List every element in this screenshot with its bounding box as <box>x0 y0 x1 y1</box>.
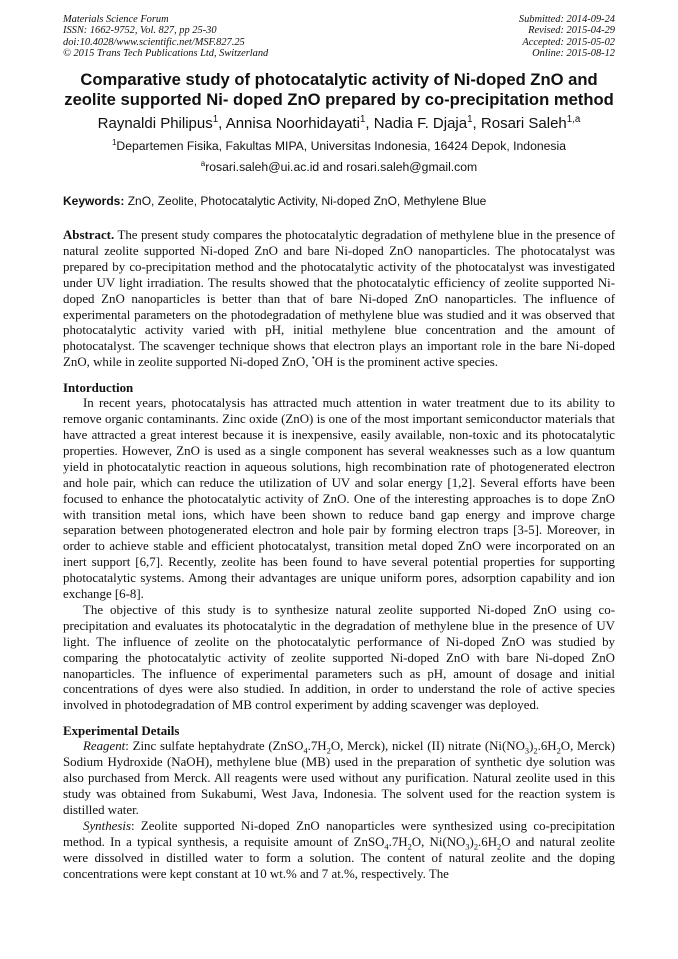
author-name: Nadia F. Djaja <box>373 115 468 132</box>
affiliation-mark: 1 <box>112 137 117 147</box>
submitted-date: Submitted: 2014-09-24 <box>518 14 615 25</box>
synthesis-text: ) <box>469 834 474 849</box>
synthesis-text: O, Ni(NO <box>411 834 466 849</box>
subscript: 2 <box>533 746 538 756</box>
subscript: 4 <box>384 842 389 852</box>
reagent-label: Reagent <box>83 739 126 754</box>
keywords-label: Keywords: <box>63 194 125 208</box>
subscript: 2 <box>326 746 331 756</box>
email-text: rosari.saleh@ui.ac.id and rosari.saleh@gmail.com <box>205 160 478 174</box>
copyright-line: © 2015 Trans Tech Publications Ltd, Switzerland <box>63 48 269 60</box>
subscript: 4 <box>303 746 308 756</box>
abstract <box>63 228 615 371</box>
reagent-paragraph <box>63 739 615 819</box>
publication-dates <box>519 14 615 60</box>
subscript: 2 <box>556 746 561 756</box>
accepted-date: Accepted: 2015-05-02 <box>522 36 615 48</box>
reagent-text: .6H <box>537 739 557 754</box>
subscript: 2 <box>497 842 502 852</box>
online-date: Online: 2015-08-12 <box>532 48 615 60</box>
journal-header <box>63 14 615 66</box>
reagent-text: .7H <box>307 739 327 754</box>
intro-paragraph-1: In recent years, photocatalysis has attracted much attention in water treatment due to its ability to remove organic contaminants. Zinc oxide (ZnO) is one of the most important semiconductor materials that have attracted a great interest because it is inexpensive, easily available, non-toxic and its photocatalytic properties. However, ZnO is used as a single component has several weaknesses such as a low quantum yield in photocatalytic reaction in aqueous solutions, high recombination rate of photogenerated electron and hole pair, which can reduce the utilization of UV and solar energy [1,2]. Several efforts have been focused to enhance the photocatalytic activity of ZnO. One of the interesting approaches is to dope ZnO with transition metal ions, which have been shown to reduce band gap energy and improve charge separation between photogenerated electron and hole pair by forming electron traps [3-5]. Moreover, in order to achieve stable and efficient photocatalyst, transition metal doped ZnO were incorporated on an inert support [6,7]. Recently, zeolite has been found to have several potential properties for supporting photocatalytic systems. Among their advantages are unique uniform pores, adsorption capability and ion exchange [6-8]. <box>63 396 615 602</box>
author-affiliation-mark: 1 <box>467 114 473 125</box>
author-name: Raynaldi Philipus <box>97 115 213 132</box>
synthesis-text: .7H <box>388 834 408 849</box>
abstract-text: The present study compares the photocatalytic degradation of methylene blue in the presence of natural zeolite supported Ni-doped ZnO and bare Ni-doped ZnO nanoparticles. The photocatalyst was prepared by co-precipitation method and the photocatalytic activity of the photocatalyst was investigated under UV light irradiation. The results showed that the photocatalytic efficiency of zeolite supported Ni-doped ZnO nanoparticles is better than that of bare Ni-doped ZnO nanoparticles. The influence of experimental parameters on the photodegradation of methylene blue was studied and it was observed that photocatalytic activity varied with pH, initial methylene blue concentration and the amount of photocatalyst. The scavenger technique shows that electron plays an important role in the bare Ni-doped ZnO, while in zeolite supported Ni-doped ZnO, <box>63 228 615 370</box>
synthesis-text: .6H <box>478 834 498 849</box>
author-affiliation-mark: 1 <box>212 114 219 125</box>
section-heading-introduction: Intorduction <box>63 381 134 396</box>
author-list: Raynaldi Philipus$^1$, Annisa Noorhidayati$^1$, Nadia F. Djaja$^1$, Rosari Saleh$^{1,a}$ <box>97 114 581 132</box>
issn-line: ISSN: 1662-9752, Vol. 827, pp 25-30 <box>63 25 217 37</box>
contact-email <box>63 159 615 175</box>
radical-dot: • <box>311 353 315 363</box>
reagent-text: : Zinc sulfate heptahydrate (ZnSO <box>125 739 304 754</box>
subscript: 2 <box>407 842 412 852</box>
abstract-text-end: OH is the prominent active species. <box>314 355 499 370</box>
journal-info <box>63 14 268 60</box>
affiliation-text: Departemen Fisika, Fakultas MIPA, Universitas Indonesia, 16424 Depok, Indonesia <box>116 139 566 153</box>
subscript: 3 <box>524 746 530 756</box>
reagent-text: O, Merck), nickel (II) nitrate (Ni(NO <box>330 739 525 754</box>
author-name: Annisa Noorhidayati <box>225 115 360 132</box>
synthesis-text: : Zeolite supported Ni-doped ZnO nanoparticles were synthesized using co-precipitation method. In a typical synthesis, a requisite amount of ZnSO <box>63 818 615 849</box>
keywords <box>63 193 615 209</box>
abstract-label: Abstract. <box>63 228 115 242</box>
affiliation <box>63 138 615 154</box>
author-name: Rosari Saleh <box>480 115 567 132</box>
title-line-2: zeolite supported Ni- doped ZnO prepared by co-precipitation method <box>64 90 614 109</box>
keywords-text: ZnO, Zeolite, Photocatalytic Activity, Ni-doped ZnO, Methylene Blue <box>124 194 487 208</box>
synthesis-paragraph <box>63 819 615 883</box>
journal-name: Materials Science Forum <box>63 14 169 25</box>
reagent-text: O, Merck) Sodium Hydroxide (NaOH), methylene blue (MB) used in the preparation of synthetic dye solution was also purchased from Merck. All reagents were used without any purification. Natural zeolite used in this study was obtained from Sukabumi, West Java, Indonesia. The solvent used for the reaction system is distilled water. <box>63 739 615 817</box>
reagent-text: ) <box>529 739 534 754</box>
intro-paragraph-2: The objective of this study is to synthesize natural zeolite supported Ni-doped ZnO using co-precipitation and evaluates its photocatalytic in the degradation of methylene blue in the presence of UV light. The influence of zeolite on the photocatalytic performance of Ni-doped ZnO was studied by comparing the photocatalytic activity of zeolite supported Ni-doped ZnO with bare Ni-doped ZnO nanoparticles. The influence of experimental parameters such as pH, amount of dosage and initial concentrations of dyes were also studied. In addition, in order to understand the role of active species involved in photodegradation of MB control experiment by adding scavenger was deployed. <box>63 602 615 713</box>
subscript: 2 <box>473 842 479 852</box>
synthesis-label: Synthesis <box>83 818 131 833</box>
title-line-1: Comparative study of photocatalytic activity of Ni-doped ZnO and <box>80 70 598 89</box>
paper-page <box>63 14 615 882</box>
author-affiliation-mark: 1,a <box>566 114 581 125</box>
paper-title <box>63 70 615 110</box>
author-affiliation-mark: 1 <box>359 114 366 125</box>
email-mark: a <box>200 158 206 168</box>
section-heading-experimental: Experimental Details <box>63 724 180 739</box>
subscript: 3 <box>465 842 470 852</box>
doi-line: doi:10.4028/www.scientific.net/MSF.827.25 <box>63 36 245 48</box>
revised-date: Revised: 2015-04-29 <box>528 25 615 37</box>
synthesis-text: O and natural zeolite were dissolved in distilled water to form a solution. The content of natural zeolite and the doping concentrations were kept constant at 10 wt.% and 7 at.%, respectively. The <box>63 834 615 881</box>
